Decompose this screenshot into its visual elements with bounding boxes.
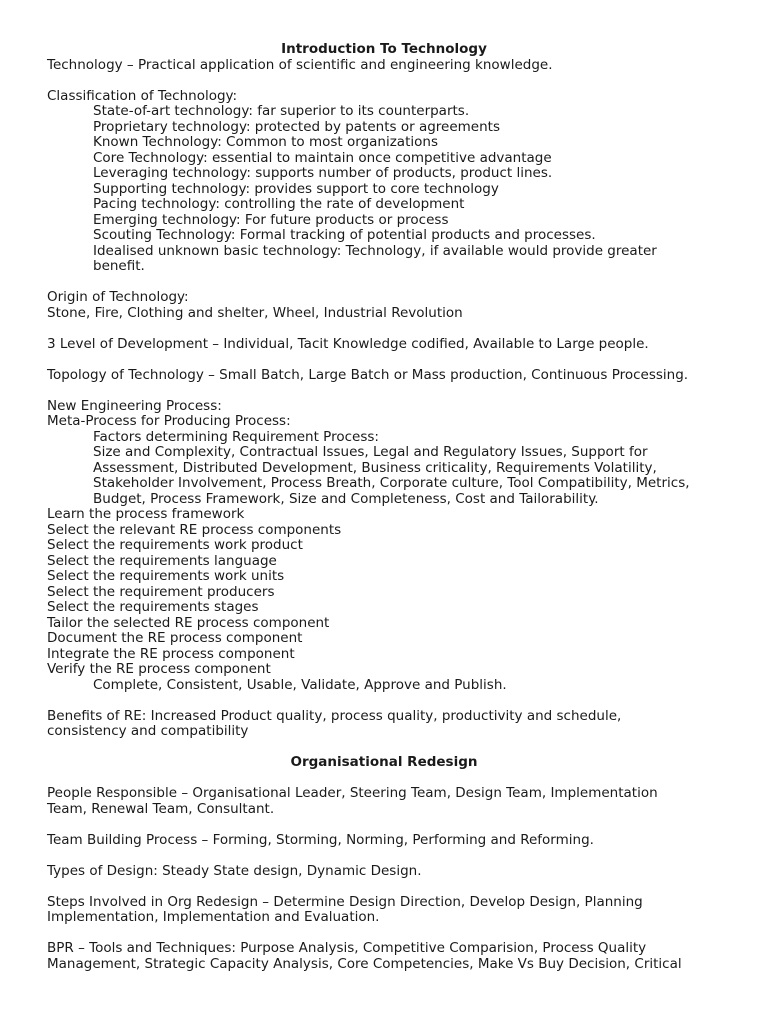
list-item: Pacing technology: controlling the rate of development — [93, 196, 465, 212]
origin-text: Stone, Fire, Clothing and shelter, Wheel, Industrial Revolution — [47, 304, 463, 321]
classification-list — [47, 104, 737, 275]
people-line: Team, Renewal Team, Consultant. — [47, 800, 275, 817]
levels-text: 3 Level of Development – Individual, Tacit Knowledge codified, Available to Large people. — [47, 335, 649, 352]
topology-text: Topology of Technology – Small Batch, Large Batch or Mass production, Continuous Processing. — [47, 366, 689, 383]
engineering-steps-list — [47, 507, 737, 678]
redesign-steps-line: Steps Involved in Org Redesign – Determine Design Direction, Develop Design, Planning — [47, 893, 643, 910]
list-item: Scouting Technology: Formal tracking of potential products and processes. — [93, 227, 596, 243]
design-types-text: Types of Design: Steady State design, Dynamic Design. — [47, 862, 422, 879]
list-item: Select the requirements work product — [47, 537, 303, 553]
document-page — [47, 42, 737, 972]
list-item: Document the RE process component — [47, 630, 303, 646]
list-item: Integrate the RE process component — [47, 645, 295, 662]
factors-line: Stakeholder Involvement, Process Breath, Corporate culture, Tool Compatibility, Metrics, — [93, 475, 690, 491]
section-title: Organisational Redesign — [290, 754, 478, 770]
list-item: Idealised unknown basic technology: Technology, if available would provide greater — [93, 242, 657, 259]
document-title: Introduction To Technology — [281, 41, 487, 57]
list-item: Select the relevant RE process components — [47, 521, 342, 538]
list-item: benefit. — [93, 258, 145, 274]
bpr-line: Management, Strategic Capacity Analysis, Core Competencies, Make Vs Buy Decision, Critical — [47, 955, 682, 972]
list-item: Emerging technology: For future products or process — [93, 211, 449, 228]
list-item: Supporting technology: provides support to core technology — [93, 180, 499, 197]
engineering-heading: New Engineering Process: — [47, 397, 222, 414]
list-item: Known Technology: Common to most organizations — [93, 134, 438, 150]
technology-definition: Technology – Practical application of scientific and engineering knowledge. — [47, 56, 553, 73]
factors-heading: Factors determining Requirement Process: — [93, 428, 379, 445]
team-building-text: Team Building Process – Forming, Storming, Norming, Performing and Reforming. — [47, 831, 594, 848]
list-item: Leveraging technology: supports number of products, product lines. — [93, 165, 553, 181]
meta-process-heading: Meta-Process for Producing Process: — [47, 413, 291, 429]
redesign-steps-line: Implementation, Implementation and Evaluation. — [47, 909, 380, 925]
list-item: Select the requirement producers — [47, 583, 275, 600]
verify-detail: Complete, Consistent, Usable, Validate, Approve and Publish. — [93, 676, 507, 693]
list-item: State-of-art technology: far superior to its counterparts. — [93, 103, 470, 119]
list-item: Core Technology: essential to maintain once competitive advantage — [93, 149, 552, 166]
classification-heading: Classification of Technology: — [47, 87, 238, 104]
people-line: People Responsible – Organisational Leader, Steering Team, Design Team, Implementation — [47, 785, 658, 801]
factors-line: Size and Complexity, Contractual Issues, Legal and Regulatory Issues, Support for — [93, 444, 648, 460]
origin-heading: Origin of Technology: — [47, 289, 189, 305]
list-item: Select the requirements language — [47, 552, 277, 569]
list-item: Proprietary technology: protected by patents or agreements — [93, 118, 500, 135]
list-item: Select the requirements work units — [47, 568, 285, 584]
list-item: Verify the RE process component — [47, 661, 271, 677]
list-item: Learn the process framework — [47, 506, 245, 522]
factors-line: Budget, Process Framework, Size and Completeness, Cost and Tailorability. — [93, 490, 599, 507]
bpr-line: BPR – Tools and Techniques: Purpose Analysis, Competitive Comparision, Process Quality — [47, 940, 647, 956]
list-item: Tailor the selected RE process component — [47, 614, 330, 631]
list-item: Select the requirements stages — [47, 599, 259, 615]
benefits-line: consistency and compatibility — [47, 723, 249, 739]
factors-line: Assessment, Distributed Development, Business criticality, Requirements Volatility, — [93, 459, 657, 476]
benefits-line: Benefits of RE: Increased Product quality, process quality, productivity and schedule, — [47, 707, 622, 724]
